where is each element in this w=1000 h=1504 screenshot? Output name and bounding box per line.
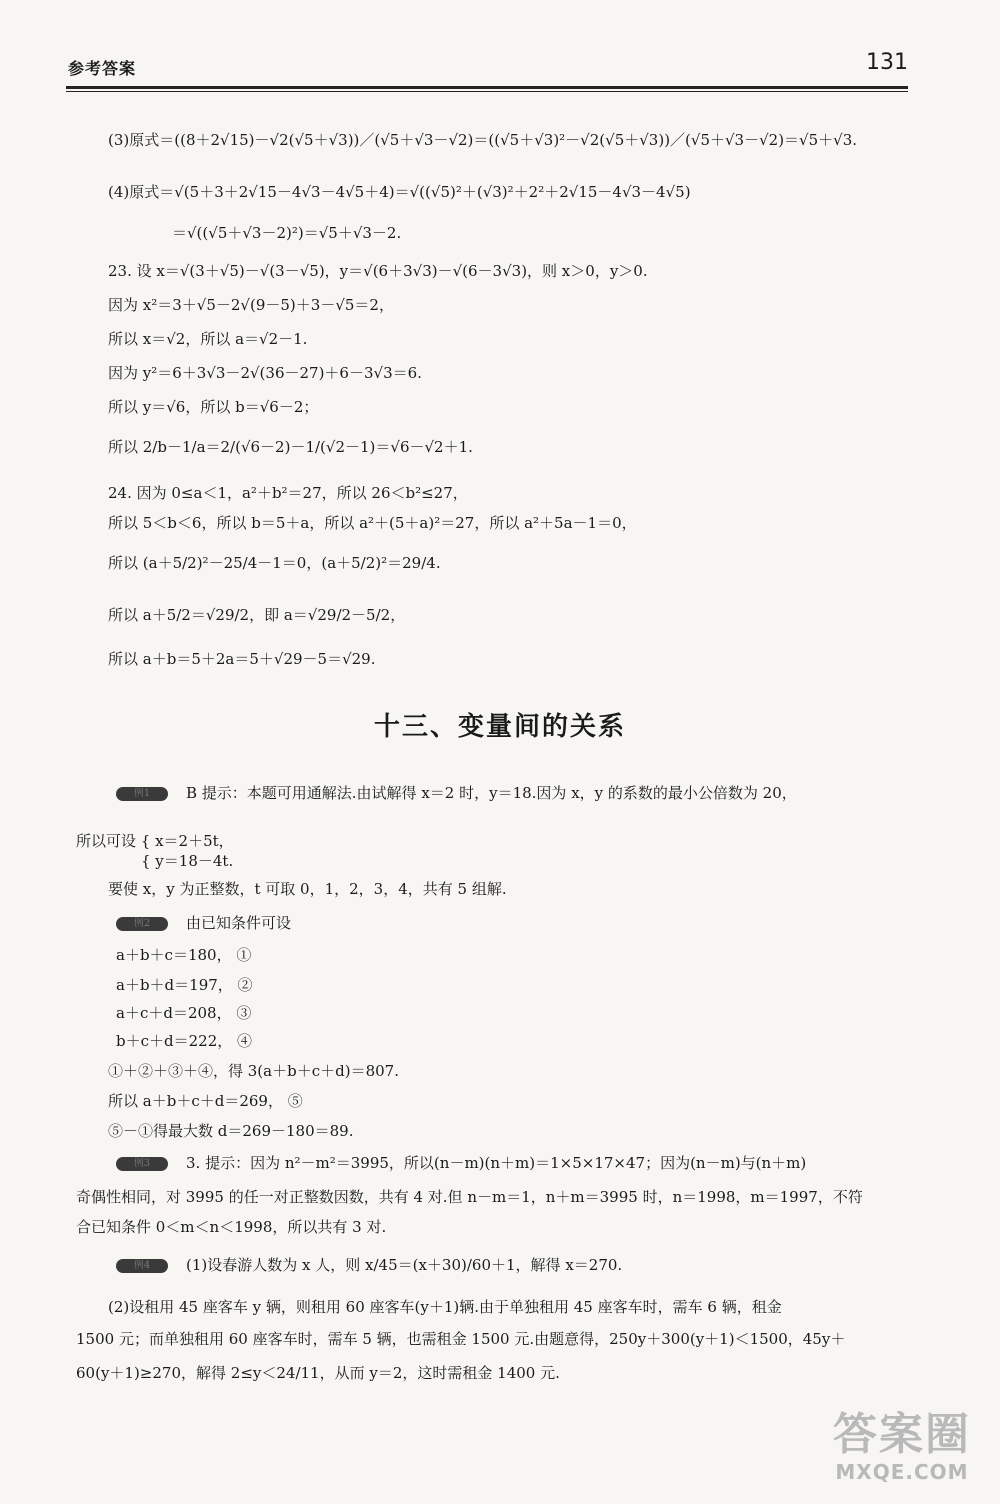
example-2-line-total: 所以 a＋b＋c＋d＝269， ⑤ — [108, 1092, 303, 1110]
watermark-chars: 答案圈 — [833, 1409, 971, 1460]
example-3-line-3: 合已知条件 0＜m＜n＜1998，所以共有 3 对. — [76, 1218, 387, 1236]
answer-24-line-3: 所以 (a＋5/2)²－25/4－1＝0，(a＋5/2)²＝29/4. — [108, 554, 441, 572]
example-2-line-sum: ①＋②＋③＋④，得 3(a＋b＋c＋d)＝807. — [108, 1062, 399, 1080]
answer-24-line-2: 所以 5＜b＜6，所以 b＝5＋a，所以 a²＋(5＋a)²＝27，所以 a²＋5a－1＝0， — [108, 514, 637, 532]
example-1-conclusion: 要使 x，y 为正整数，t 可取 0，1，2，3，4，共有 5 组解. — [108, 880, 507, 898]
section-title: 十三、变量间的关系 — [373, 712, 626, 742]
example-4 — [116, 1256, 622, 1274]
watermark-logo — [822, 1410, 982, 1490]
equation-3: a＋c＋d＝208， ③ — [116, 1004, 252, 1022]
answer-24-line-5: 所以 a＋b＝5＋2a＝5＋√29－5＝√29. — [108, 650, 376, 668]
answer-24-line-4: 所以 a＋5/2＝√29/2，即 a＝√29/2－5/2， — [108, 606, 406, 624]
example-2 — [116, 914, 291, 932]
example-3 — [116, 1154, 806, 1172]
answer-4-cont: ＝√((√5＋√3－2)²)＝√5＋√3－2. — [172, 224, 402, 242]
answer-23-line-6: 所以 2/b－1/a＝2/(√6－2)－1/(√2－1)＝√6－√2＋1. — [108, 438, 473, 456]
answer-3: (3)原式＝((8＋2√15)－√2(√5＋√3))／(√5＋√3－√2)＝((√5＋√3)²－√2(√5＋√3))／(√5＋√3－√2)＝√5＋√3. — [108, 131, 858, 149]
example-1-system-2: { y＝18－4t. — [141, 852, 234, 870]
example-2-line-result: ⑤－①得最大数 d＝269－180＝89. — [108, 1122, 354, 1140]
equation-4: b＋c＋d＝222， ④ — [116, 1032, 253, 1050]
watermark-url: MXQE.COM — [835, 1460, 969, 1484]
example-4-line-2: (2)设租用 45 座客车 y 辆，则租用 60 座客车(y＋1)辆.由于单独租用 45 座客车时，需车 6 辆，租金 — [108, 1298, 782, 1316]
answer-24: 24. 因为 0≤a＜1，a²＋b²＝27，所以 26＜b²≤27， — [108, 484, 468, 502]
page-number: 131 — [866, 50, 908, 75]
header-rule-thin — [66, 91, 908, 92]
answer-23-line-4: 因为 y²＝6＋3√3－2√(36－27)＋6－3√3＝6. — [108, 364, 422, 382]
example-1-text: B 提示：本题可用通解法.由试解得 x＝2 时，y＝18.因为 x，y 的系数的最小公倍数为 20， — [186, 784, 797, 802]
answer-23-line-2: 因为 x²＝3＋√5－2√(9－5)＋3－√5＝2， — [108, 296, 394, 314]
example-2-text: 由已知条件可设 — [186, 914, 292, 932]
example-4-text: (1)设春游人数为 x 人，则 x/45＝(x＋30)/60＋1，解得 x＝270. — [186, 1256, 623, 1274]
example-1-system-1: 所以可设 { x＝2＋5t， — [76, 832, 234, 850]
example-badge: 例3 — [116, 1157, 168, 1171]
example-3-line-2: 奇偶性相同，对 3995 的任一对正整数因数，共有 4 对.但 n－m＝1，n＋m＝3995 时，n＝1998，m＝1997，不符 — [76, 1188, 863, 1206]
example-badge: 例4 — [116, 1259, 168, 1273]
answer-23-line-3: 所以 x＝√2，所以 a＝√2－1. — [108, 330, 308, 348]
example-badge: 例2 — [116, 917, 168, 931]
equation-2: a＋b＋d＝197， ② — [116, 976, 253, 994]
example-4-line-4: 60(y＋1)≥270，解得 2≤y＜24/11，从而 y＝2，这时需租金 1400 元. — [76, 1364, 560, 1382]
header-title: 参考答案 — [68, 59, 137, 78]
equation-1: a＋b＋c＝180， ① — [116, 946, 252, 964]
example-3-text: 3. 提示：因为 n²－m²＝3995，所以(n－m)(n＋m)＝1×5×17×47；因为(n－m)与(n＋m) — [186, 1154, 807, 1172]
example-4-line-3: 1500 元；而单独租用 60 座客车时，需车 5 辆，也需租金 1500 元.由题意得，250y＋300(y＋1)＜1500，45y＋ — [76, 1330, 846, 1348]
answer-23: 23. 设 x＝√(3＋√5)－√(3－√5)，y＝√(6＋3√3)－√(6－3√3)，则 x＞0，y＞0. — [108, 262, 648, 280]
answer-23-line-5: 所以 y＝√6，所以 b＝√6－2； — [108, 398, 319, 416]
answer-4: (4)原式＝√(5＋3＋2√15－4√3－4√5＋4)＝√((√5)²＋(√3)²＋2²＋2√15－4√3－4√5) — [108, 183, 691, 201]
header-rule — [66, 86, 908, 89]
example-1 — [116, 784, 797, 802]
example-badge: 例1 — [116, 787, 168, 801]
